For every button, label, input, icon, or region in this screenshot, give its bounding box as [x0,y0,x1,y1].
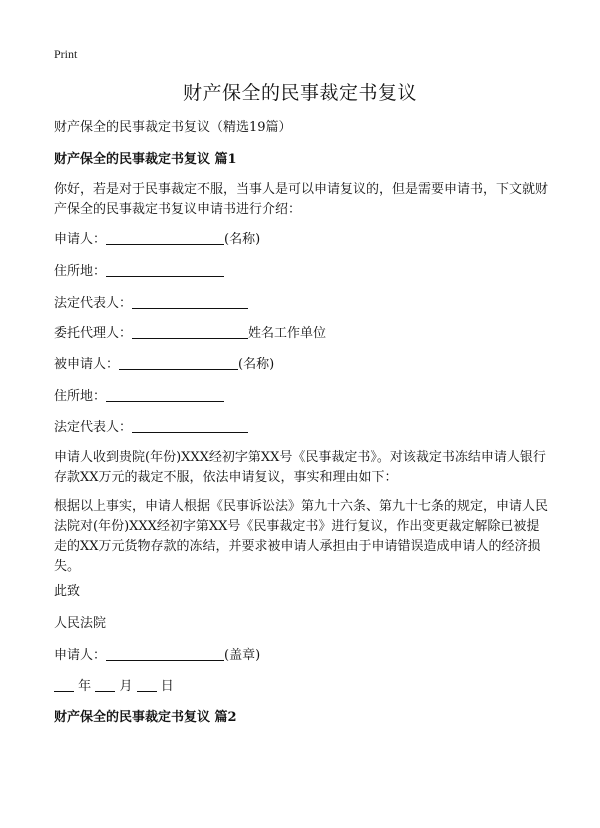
year-blank [54,677,74,692]
agent-row [54,324,326,344]
signature-blank [106,646,224,661]
signature-label: 申请人： [54,648,107,663]
legal-rep-label: 法定代表人： [54,296,133,311]
legal-rep2-row [54,418,248,438]
address2-row [54,387,224,407]
section-heading-2: 财产保全的民事裁定书复议 篇2 [54,710,237,725]
day-blank [137,677,157,692]
address-label: 住所地： [54,264,107,279]
reasons-paragraph: 根据以上事实，申请人根据《民事诉讼法》第九十六条、第九十七条的规定，申请人民法院对(年份)XXX经初字第XX号《民事裁定书》进行复议，作出变更裁定解除已被提走的XX万元货物存款的冻结，并要求被申请人承担由于申请错误造成申请人的经济损失。 [54,499,549,574]
applicant-label: 申请人： [54,232,107,247]
agent-blank [132,324,248,339]
month-blank [95,677,115,692]
closing-text: 此致 [54,584,81,599]
agent-label: 委托代理人： [54,326,133,341]
address-blank [106,262,224,277]
applicant-suffix: (名称) [224,232,261,247]
respondent-blank [119,355,238,370]
respondent-row [54,355,274,375]
section-heading-1: 财产保全的民事裁定书复议 篇1 [54,152,237,167]
address2-label: 住所地： [54,389,107,404]
agent-suffix: 姓名工作单位 [248,326,327,341]
day-label: 日 [160,679,174,694]
court-name: 人民法院 [54,616,107,631]
legal-rep-row [54,294,248,314]
legal-rep-blank [132,294,248,309]
document-title: 财产保全的民事裁定书复议 [182,82,417,104]
respondent-label: 被申请人： [54,357,120,372]
respondent-suffix: (名称) [238,357,275,372]
intro-paragraph: 你好，若是对于民事裁定不服，当事人是可以申请复议的，但是需要申请书，下文就财产保全的民事裁定书复议申请书进行介绍： [54,182,549,217]
facts-paragraph: 申请人收到贵院(年份)XXX经初字第XX号《民事裁定书》。对该裁定书冻结申请人银行存款XX万元的裁定不服，依法申请复议，事实和理由如下： [54,450,546,485]
document-subtitle: 财产保全的民事裁定书复议（精选19篇） [54,120,292,135]
legal-rep2-label: 法定代表人： [54,420,133,435]
applicant-blank [106,230,224,245]
address2-blank [106,387,224,402]
signature-suffix: (盖章) [224,648,261,663]
date-row [54,677,174,697]
signature-row [54,646,260,666]
applicant-row [54,230,260,250]
month-label: 月 [119,679,133,694]
year-label: 年 [78,679,92,694]
print-link[interactable]: Print [54,47,78,61]
legal-rep2-blank [132,418,248,433]
address-row [54,262,224,282]
